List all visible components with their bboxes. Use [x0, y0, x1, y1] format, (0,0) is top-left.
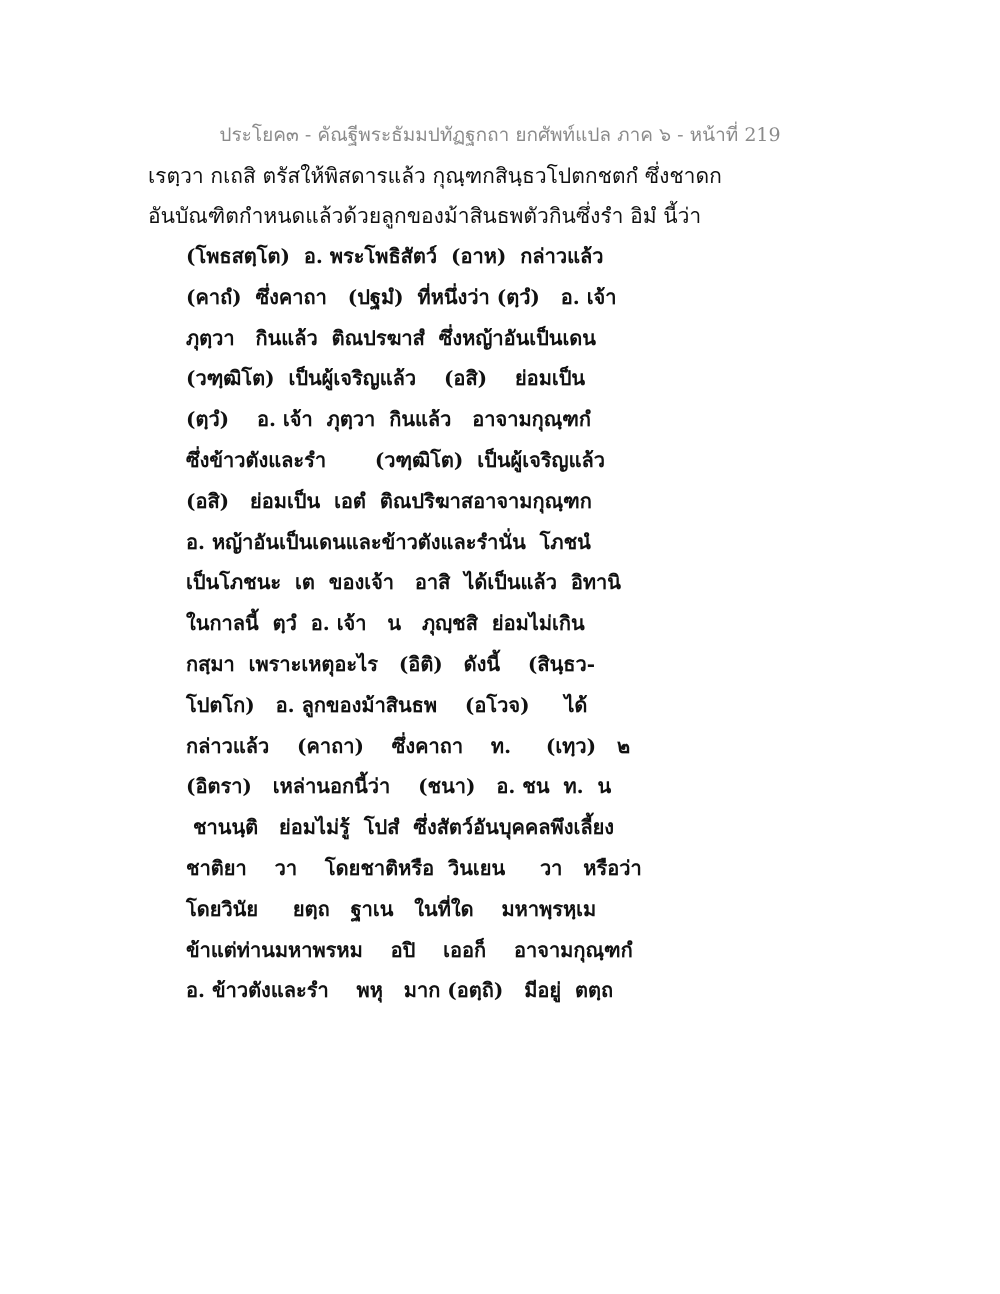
verse-line: โปตโก) อ. ลูกของม้าสินธพ (อโวจ) ได้	[186, 692, 588, 717]
intro-line: เรตฺวา กเถสิ ตรัสให้พิสดารแล้ว กุณฺฑกสินฺธวโปตกชตกํ ซึ่งชาดก	[148, 164, 722, 188]
intro-line: อันบัณฑิตกำหนดแล้วด้วยลูกของม้าสินธพตัวกินซึ่งรำ อิมํ นี้ว่า	[148, 204, 702, 228]
verse-line: กสฺมา เพราะเหตุอะไร (อิติ) ดังนี้ (สินฺธว-	[186, 651, 596, 676]
verse-line: (อสิ) ย่อมเป็น เอตํ ติณปริฆาสอาจามกุณฺฑก	[186, 488, 592, 513]
verse-line: ชาติยา วา โดยชาติหรือ วินเยน วา หรือว่า	[186, 855, 642, 880]
verse-line: ซึ่งข้าวตังและรำ (วฑฺฒิโต) เป็นผู้เจริญแล้ว	[186, 447, 605, 472]
verse-line: (โพธสตฺโต) อ. พระโพธิสัตว์ (อาห) กล่าวแล้ว	[186, 244, 604, 268]
verse-line: เป็นโภชนะ เต ของเจ้า อาสิ ได้เป็นแล้ว อิทานิ	[186, 570, 621, 595]
verse-block	[186, 236, 886, 1011]
verse-line: (อิตรา) เหล่านอกนี้ว่า (ชนา) อ. ชน ท. น	[186, 774, 612, 799]
verse-line: ชานนฺติ ย่อมไม่รู้ โปสํ ซึ่งสัตว์อันบุคคลพึงเลี้ยง	[186, 815, 615, 840]
verse-line: โดยวินัย ยตฺถ ฐาเน ในที่ใด มหาพฺรหฺเม	[186, 896, 597, 921]
verse-line: อ. ข้าวตังและรำ พหุ มาก (อตฺถิ) มีอยู่ ตตฺถ	[186, 978, 614, 1003]
verse-line: (คาถํ) ซึ่งคาถา (ปฐมํ) ที่หนึ่งว่า (ตฺวํ) อ. เจ้า	[186, 284, 617, 309]
verse-line: (ตฺวํ) อ. เจ้า ภุตฺวา กินแล้ว อาจามกุณฺฑกํ	[186, 407, 591, 432]
page-header: ประโยค๓ - คัณฐีพระธัมมปทัฏฐกถา ยกศัพท์แปล ภาค ๖ - หน้าที่ 219	[219, 124, 781, 146]
verse-line: ข้าแต่ท่านมหาพรหม อปิ เออก็ อาจามกุณฺฑกํ	[186, 937, 633, 962]
verse-line: (วฑฺฒิโต) เป็นผู้เจริญแล้ว (อสิ) ย่อมเป็น	[186, 366, 586, 391]
intro-paragraph	[148, 156, 928, 236]
verse-line: ภุตฺวา กินแล้ว ติณปรฆาสํ ซึ่งหญ้าอันเป็นเดน	[186, 325, 596, 350]
verse-line: กล่าวแล้ว (คาถา) ซึ่งคาถา ท. (เทฺว) ๒	[186, 733, 631, 758]
verse-line: ในกาลนี้ ตฺวํ อ. เจ้า น ภุญฺชสิ ย่อมไม่เกิน	[186, 611, 585, 636]
verse-line: อ. หญ้าอันเป็นเดนและข้าวตังและรำนั่น โภชนํ	[186, 529, 591, 554]
